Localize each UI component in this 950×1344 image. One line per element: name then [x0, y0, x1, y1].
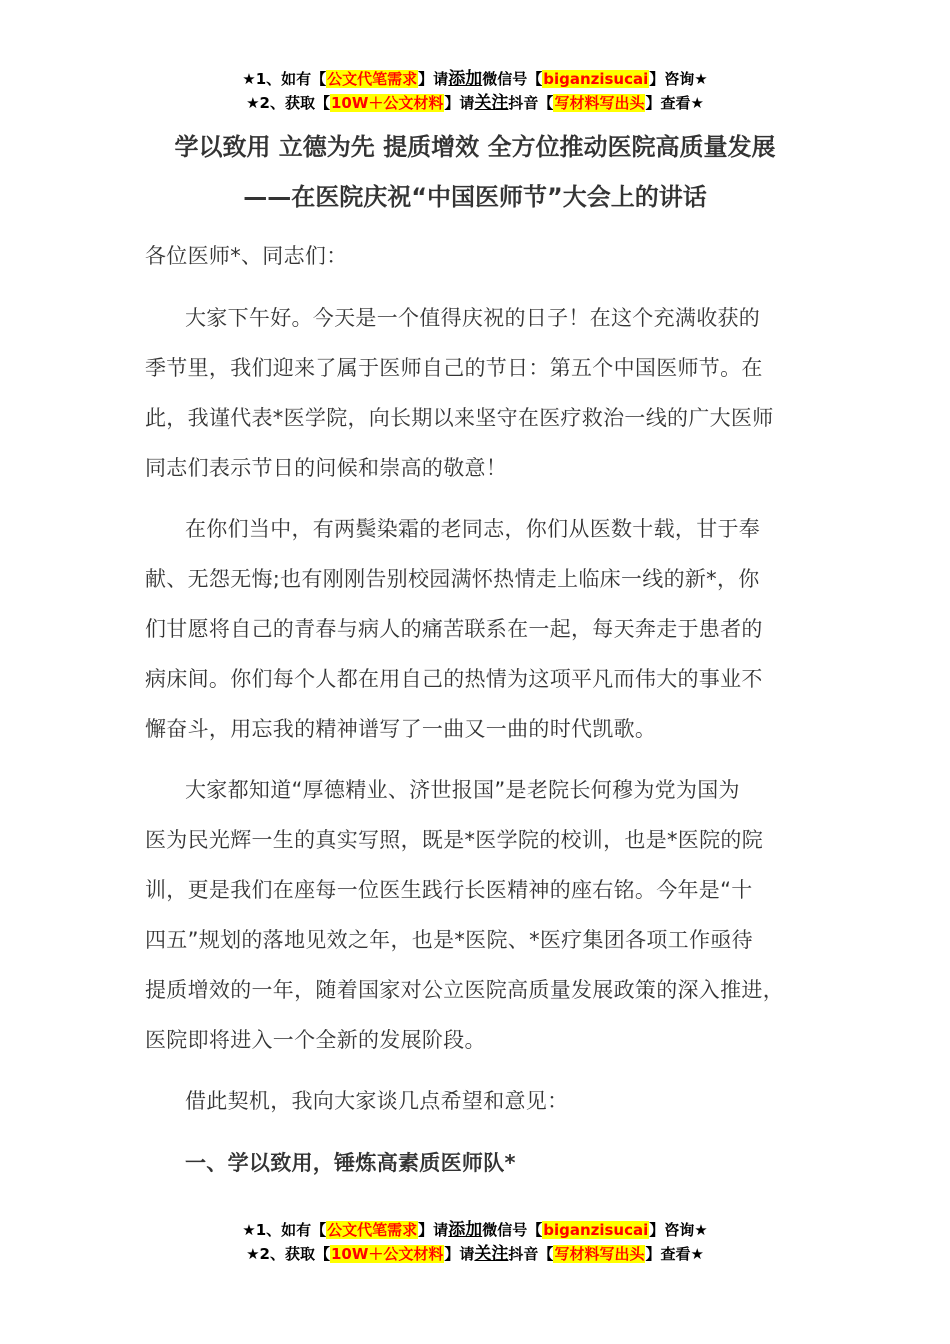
banner-text: 】查看★: [645, 94, 704, 112]
banner-highlight: 10W＋公文材料: [330, 1245, 444, 1263]
banner-text: 微信号【: [482, 1221, 543, 1239]
banner-emphasis: 关注: [474, 93, 509, 113]
banner-highlight: 公文代笔需求: [327, 1221, 418, 1239]
paragraph-line: 在你们当中，有两鬓染霜的老同志，你们从医数十载，甘于奉: [185, 517, 761, 541]
banner-line-1: [0, 1218, 950, 1242]
paragraph-line: 懈奋斗，用忘我的精神谱写了一曲又一曲的时代凯歌。: [145, 717, 657, 741]
banner-emphasis: 添加: [448, 1220, 483, 1240]
salutation-text: 各位医师*、同志们：: [145, 244, 348, 268]
paragraph-1: [145, 293, 835, 493]
banner-text: 】查看★: [645, 1245, 704, 1263]
banner-text: 】请: [444, 1245, 475, 1263]
paragraph-2: [145, 504, 835, 754]
banner-text: 】咨询★: [649, 70, 708, 88]
banner-line-1: [0, 67, 950, 91]
douyin-id-highlight: 写材料写出头: [554, 1245, 645, 1263]
wechat-id-highlight: biganzisucai: [543, 1221, 649, 1239]
paragraph-line: 借此契机，我向大家谈几点希望和意见：: [185, 1089, 569, 1113]
banner-emphasis: 添加: [448, 69, 483, 89]
paragraph-line: 季节里，我们迎来了属于医师自己的节日：第五个中国医师节。在: [145, 356, 763, 380]
footer-banner: [0, 1218, 950, 1266]
banner-highlight: 10W＋公文材料: [330, 94, 444, 112]
banner-text: 】咨询★: [649, 1221, 708, 1239]
banner-text: ★1、如有【: [242, 1221, 327, 1239]
paragraph-4: [145, 1076, 835, 1126]
section-heading-text: 一、学以致用，锤炼高素质医师队*: [185, 1151, 516, 1175]
paragraph-line: 四五”规划的落地见效之年，也是*医院、*医疗集团各项工作亟待: [145, 928, 753, 952]
banner-line-2: [0, 91, 950, 115]
paragraph-line: 大家下午好。今天是一个值得庆祝的日子！在这个充满收获的: [185, 306, 761, 330]
banner-text: ★1、如有【: [242, 70, 327, 88]
paragraph-line: 同志们表示节日的问候和崇高的敬意！: [145, 456, 508, 480]
banner-line-2: [0, 1242, 950, 1266]
paragraph-line: 此，我谨代表*医学院，向长期以来坚守在医疗救治一线的广大医师: [145, 406, 774, 430]
section-heading: [145, 1138, 835, 1188]
paragraph-line: 提质增效的一年，随着国家对公立医院高质量发展政策的深入推进，: [145, 978, 784, 1002]
paragraph-line: 大家都知道“厚德精业、济世报国”是老院长何穆为党为国为: [185, 778, 740, 802]
document-title: 学以致用 立德为先 提质增效 全方位推动医院高质量发展: [174, 133, 776, 161]
banner-text: 抖音【: [508, 94, 554, 112]
douyin-id-highlight: 写材料写出头: [554, 94, 645, 112]
banner-text: 】请: [418, 1221, 449, 1239]
paragraph-line: 训，更是我们在座每一位医生践行长医精神的座右铭。今年是“十: [145, 878, 753, 902]
banner-text: ★2、获取【: [246, 1245, 330, 1263]
paragraph-line: 医为民光辉一生的真实写照，既是*医学院的校训，也是*医院的院: [145, 828, 763, 852]
paragraph-line: 们甘愿将自己的青春与病人的痛苦联系在一起，每天奔走于患者的: [145, 617, 763, 641]
banner-emphasis: 关注: [474, 1244, 509, 1264]
banner-text: 微信号【: [482, 70, 543, 88]
banner-text: 抖音【: [508, 1245, 554, 1263]
banner-highlight: 公文代笔需求: [327, 70, 418, 88]
salutation: [145, 231, 835, 281]
header-banner: [0, 67, 950, 115]
document-subtitle: ——在医院庆祝“中国医师节”大会上的讲话: [243, 183, 707, 211]
paragraph-line: 献、无怨无悔;也有刚刚告别校园满怀热情走上临床一线的新*，你: [145, 567, 760, 591]
paragraph-line: 病床间。你们每个人都在用自己的热情为这项平凡而伟大的事业不: [145, 667, 763, 691]
banner-text: 】请: [418, 70, 449, 88]
banner-text: ★2、获取【: [246, 94, 330, 112]
wechat-id-highlight: biganzisucai: [543, 70, 649, 88]
paragraph-3: [145, 765, 835, 1065]
banner-text: 】请: [444, 94, 475, 112]
paragraph-line: 医院即将进入一个全新的发展阶段。: [145, 1028, 486, 1052]
